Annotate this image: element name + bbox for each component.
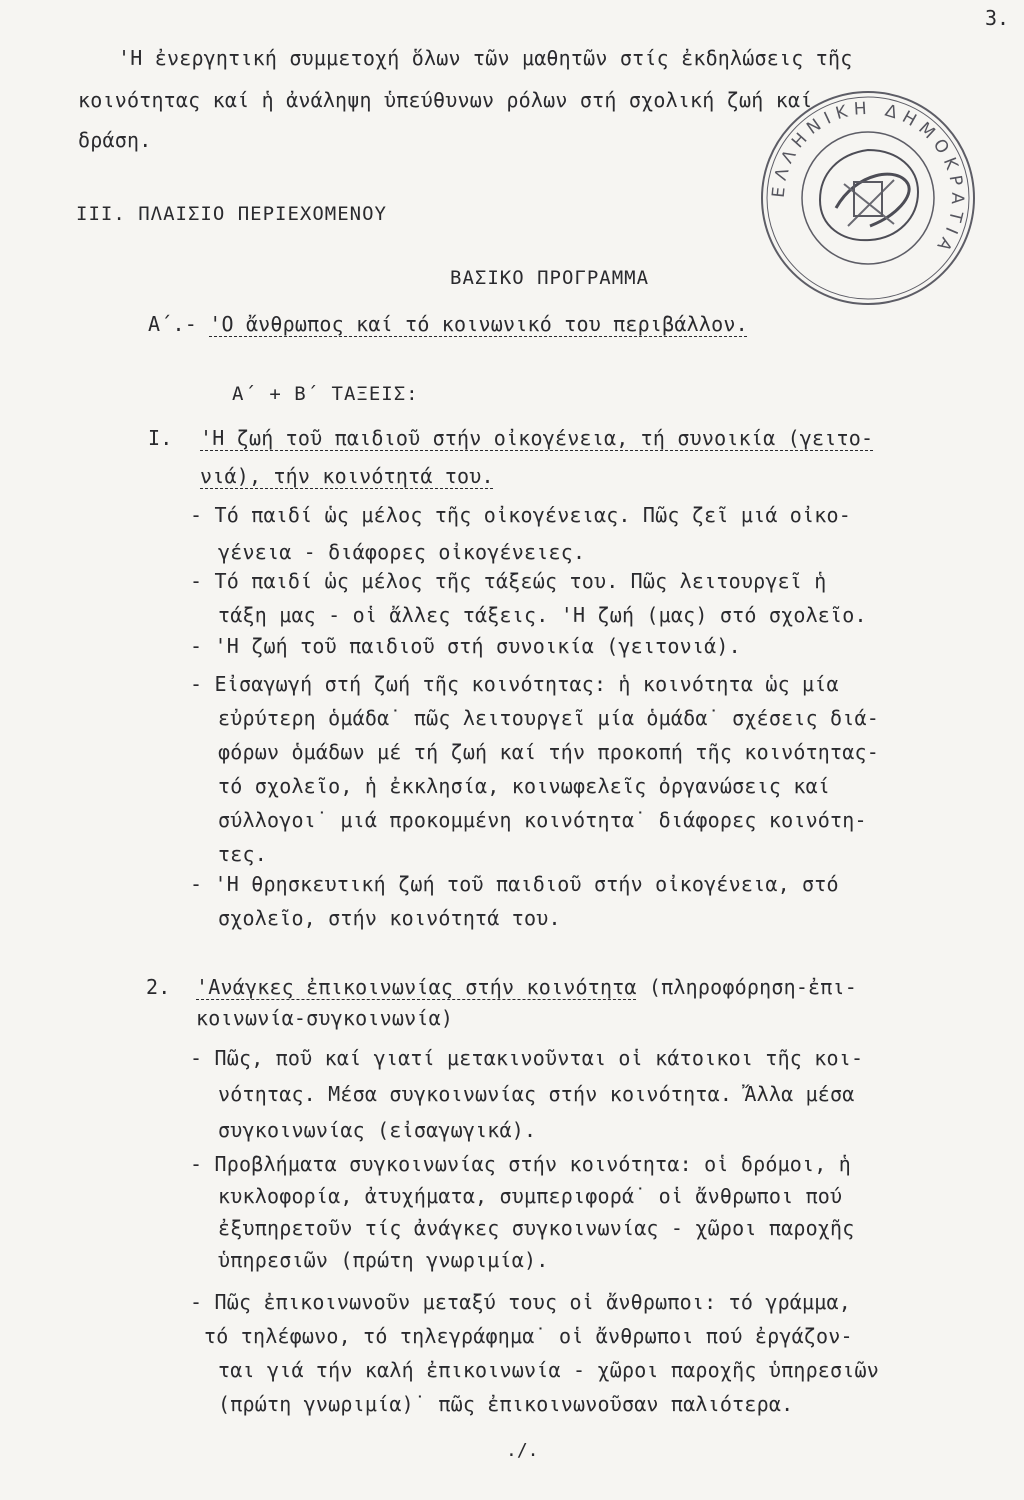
unit-2-bullet-2-line-1: - Προβλήματα συγκοινωνίας στήν κοινότητα: οἱ δρόμοι, ἡ — [190, 1152, 852, 1176]
unit-1-bullet-4-line-4: τό σχολεῖο, ἡ ἐκκλησία, κοινωφελεῖς ὀργανώσεις καί — [218, 774, 831, 798]
unit-2-bullet-3-line-4: (πρώτη γνωριμία)˙ πῶς ἐπικοινωνοῦσαν παλιότερα. — [218, 1392, 794, 1416]
unit-1-bullet-1-line-2: γένεια - διάφορες οἰκογένειες. — [218, 540, 586, 564]
stamp-text: ΕΛΛΗΝΙΚΗ ΔΗΜΟΚΡΑΤΙΑ — [768, 98, 968, 260]
unit-2-bullet-1-line-1: - Πῶς, ποῦ καί γιατί μετακινοῦνται οἱ κάτοικοι τῆς κοι- — [190, 1046, 864, 1070]
classes-heading: Α΄ + Β΄ ΤΑΞΕΙΣ: — [232, 383, 419, 405]
unit-2-title — [196, 975, 857, 999]
intro-line-2: κοινότητας καί ἡ ἀνάληψη ὑπεύθυνων ρόλων στή σχολική ζωή καί — [78, 88, 813, 112]
unit-2-title-line-2: κοινωνία-συγκοινωνία) — [196, 1006, 454, 1030]
unit-1-number: I. — [148, 426, 173, 450]
unit-2-bullet-3-line-3: ται γιά τήν καλή ἐπικοινωνία - χῶροι παροχῆς ὑπηρεσιῶν — [218, 1358, 880, 1382]
page-number: 3. — [985, 6, 1010, 30]
unit-1-bullet-4-line-5: σύλλογοι˙ μιά προκομμένη κοινότητα˙ διάφορες κοινότη- — [218, 808, 867, 832]
unit-2-bullet-1-line-3: συγκοινωνίας (εἰσαγωγικά). — [218, 1118, 537, 1142]
unit-1-bullet-4-line-6: τες. — [218, 842, 267, 866]
unit-2-number: 2. — [146, 975, 171, 999]
unit-2-bullet-2-line-4: ὑπηρεσιῶν (πρώτη γνωριμία). — [218, 1248, 549, 1272]
intro-line-1: 'Η ἐνεργητική συμμετοχή ὅλων τῶν μαθητῶν στίς ἐκδηλώσεις τῆς — [118, 46, 853, 70]
program-heading: ΒΑΣΙΚΟ ΠΡΟΓΡΑΜΜΑ — [450, 267, 650, 289]
part-a-heading — [148, 312, 748, 336]
unit-1-bullet-4-line-3: φόρων ὁμάδων μέ τή ζωή καί τήν προκοπή τῆς κοινότητας- — [218, 740, 880, 764]
unit-2-bullet-3-line-1: - Πῶς ἐπικοινωνοῦν μεταξύ τους οἱ ἄνθρωποι: τό γράμμα, — [190, 1290, 852, 1314]
intro-line-3: δράση. — [78, 128, 152, 152]
unit-1-title-line-1: 'Η ζωή τοῦ παιδιοῦ στήν οἰκογένεια, τή συνοικία (γειτο- — [200, 426, 874, 450]
unit-2-bullet-1-line-2: νότητας. Μέσα συγκοινωνίας στήν κοινότητα. Ἄλλα μέσα — [218, 1082, 855, 1106]
unit-1-bullet-4-line-1: - Εἰσαγωγή στή ζωή τῆς κοινότητας: ἡ κοινότητα ὡς μία — [190, 672, 839, 696]
unit-1-bullet-5-line-2: σχολεῖο, στήν κοινότητά του. — [218, 906, 561, 930]
part-a-prefix: Α΄.- — [148, 312, 197, 336]
continuation-mark: ./. — [506, 1440, 539, 1461]
section-heading: III. ΠΛΑΙΣΙΟ ΠΕΡΙΕΧΟΜΕΝΟΥ — [76, 203, 387, 225]
official-stamp-icon — [758, 88, 978, 308]
unit-1-title-line-2: νιά), τήν κοινότητά του. — [200, 464, 494, 488]
unit-2-bullet-2-line-2: κυκλοφορία, ἀτυχήματα, συμπεριφορά˙ οἱ ἄνθρωποι πού — [218, 1184, 843, 1208]
unit-1-bullet-3-line-1: - 'Η ζωή τοῦ παιδιοῦ στή συνοικία (γειτονιά). — [190, 634, 741, 658]
unit-2-title-underlined: 'Ανάγκες ἐπικοινωνίας στήν κοινότητα — [196, 975, 637, 999]
unit-1-bullet-2-line-2: τάξη μας - οἱ ἄλλες τάξεις. 'Η ζωή (μας) στό σχολεῖο. — [218, 603, 867, 627]
unit-1-bullet-4-line-2: εὐρύτερη ὁμάδα˙ πῶς λειτουργεῖ μία ὁμάδα˙ σχέσεις διά- — [218, 706, 880, 730]
unit-1-bullet-1-line-1: - Τό παιδί ὡς μέλος τῆς οἰκογένειας. Πῶς ζεῖ μιά οἰκο- — [190, 503, 852, 527]
unit-2-title-rest: (πληροφόρηση-ἐπι- — [636, 975, 858, 999]
unit-1-bullet-5-line-1: - 'Η θρησκευτική ζωή τοῦ παιδιοῦ στήν οἰκογένεια, στό — [190, 872, 839, 896]
unit-1-bullet-2-line-1: - Τό παιδί ὡς μέλος τῆς τάξεώς του. Πῶς λειτουργεῖ ἡ — [190, 569, 827, 593]
unit-2-bullet-2-line-3: ἐξυπηρετοῦν τίς ἀνάγκες συγκοινωνίας - χῶροι παροχῆς — [218, 1216, 855, 1240]
part-a-title: 'Ο ἄνθρωπος καί τό κοινωνικό του περιβάλλον. — [209, 312, 748, 336]
unit-2-bullet-3-line-2: τό τηλέφωνο, τό τηλεγράφημα˙ οἱ ἄνθρωποι πού ἐργάζον- — [204, 1324, 853, 1348]
